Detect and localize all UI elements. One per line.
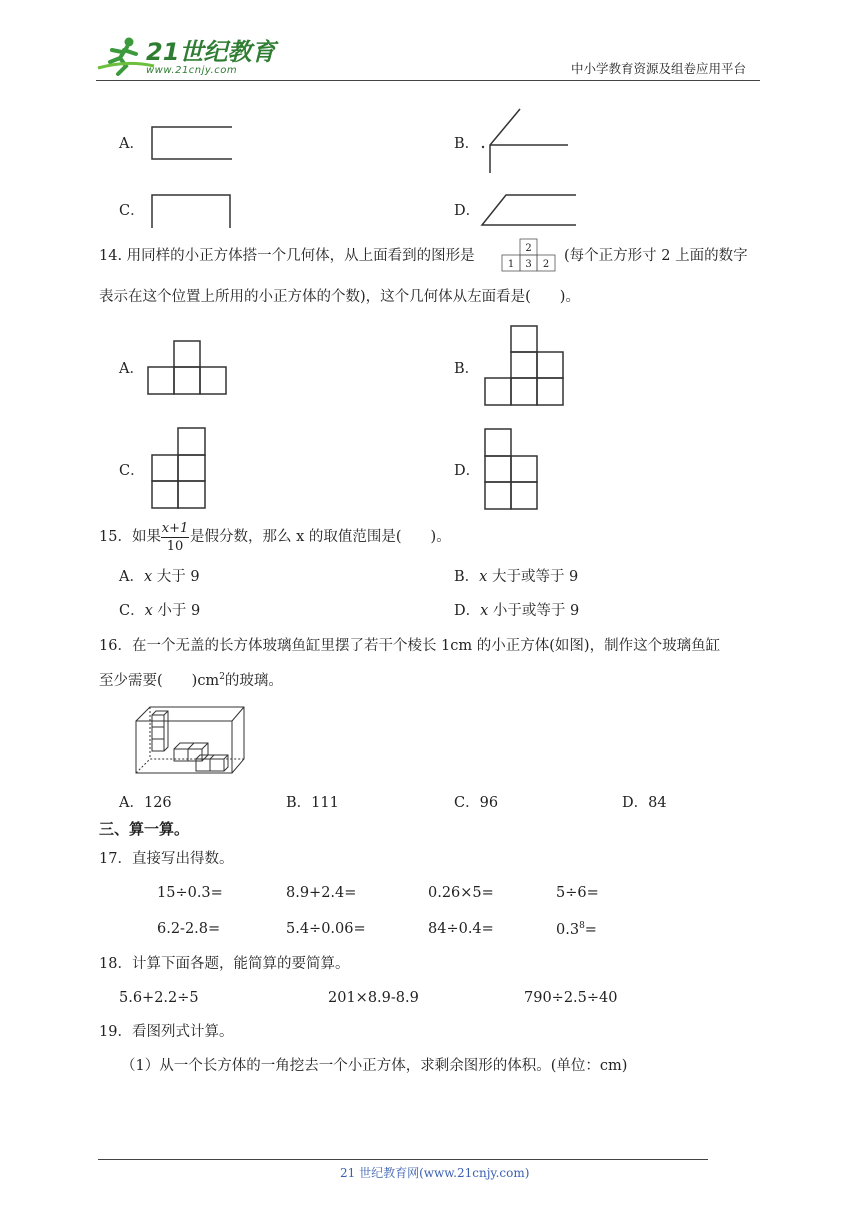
q13-option-a-figure: [150, 125, 234, 161]
q18-item-1: 5.6+2.2÷5: [119, 990, 199, 1006]
q16-option-d: D．84: [622, 795, 667, 811]
q17-item-1: 15÷0.3=: [157, 885, 223, 901]
q17-item-7: 84÷0.4=: [428, 921, 494, 937]
q17-item-8: [556, 922, 597, 937]
q13-option-a-label: A．: [119, 136, 144, 152]
q17-item-8-equals: =: [584, 921, 597, 938]
top-view-num-4: 2: [525, 243, 532, 254]
top-view-num-1: 1: [507, 259, 515, 270]
q16-superscript: 2: [219, 672, 225, 682]
q17-item-4: 5÷6=: [556, 885, 599, 901]
q15-fraction-denominator: 10: [166, 539, 184, 554]
q14-option-a-label: A．: [119, 361, 144, 377]
q16-fish-tank-figure: [134, 705, 246, 775]
q17-item-2: 8.9+2.4=: [286, 885, 357, 901]
footer-divider: [98, 1159, 708, 1160]
q14-text-part1: 14. 用同样的小正方体搭一个几何体，从上面看到的图形是: [99, 248, 475, 264]
q14-text-line2: 表示在这个位置上所用的小正方体的个数)，这个几何体从左面看是( )。: [99, 289, 580, 305]
q15-option-b: B．𝑥 大于或等于 9: [454, 569, 579, 585]
q17-item-3: 0.26×5=: [428, 885, 494, 901]
q19-sub1: （1）从一个长方体的一角挖去一个小正方体，求剩余图形的体积。(单位：cm): [121, 1058, 628, 1074]
q15-option-d: D．𝑥 小于或等于 9: [454, 603, 580, 619]
q19-title: 19．看图列式计算。: [99, 1024, 234, 1040]
section-3-title: 三、算一算。: [99, 820, 190, 838]
q14-option-d-label: D．: [454, 463, 481, 479]
logo-url: www.21cnjy.com: [146, 65, 238, 76]
q13-option-c-label: C．: [119, 203, 145, 219]
q15-text-prefix: 15．如果: [99, 529, 161, 545]
q14-option-d-figure: [484, 428, 542, 512]
q16-line2: [99, 673, 283, 688]
q16-option-b: B．111: [286, 795, 339, 811]
q16-option-a: A．126: [119, 795, 172, 811]
q17-item-5: 6.2-2.8=: [157, 921, 221, 937]
q13-option-d-figure: [480, 192, 580, 228]
q15-option-c: C．𝑥 小于 9: [119, 603, 201, 619]
q13-option-b-figure: [480, 105, 572, 177]
q14-option-c-label: C．: [119, 463, 145, 479]
top-view-num-2: 3: [525, 259, 532, 270]
q15-fraction: [161, 522, 189, 553]
q13-option-b-label: B．: [454, 136, 480, 152]
q15-option-a: A．𝑥 大于 9: [119, 569, 200, 585]
q16-option-c: C．96: [454, 795, 499, 811]
footer-text: 21 世纪教育网(www.21cnjy.com): [340, 1166, 530, 1180]
q15-fraction-numerator: x+1: [161, 521, 189, 536]
q16-line1: 16．在一个无盖的长方体玻璃鱼缸里摆了若干个棱长 1cm 的小正方体(如图)，制作这个玻璃鱼缸: [99, 638, 721, 654]
q18-item-3: 790÷2.5÷40: [524, 990, 618, 1006]
logo-title: 21世纪教育: [146, 38, 276, 66]
q17-item-8-exponent: 8: [579, 921, 585, 931]
q13-option-d-label: D．: [454, 203, 481, 219]
q15-text-suffix: 是假分数，那么 x 的取值范围是( )。: [190, 529, 451, 545]
header-platform-text: 中小学教育资源及组卷应用平台: [571, 61, 747, 76]
top-view-num-3: 2: [542, 259, 550, 270]
q16-line2-pre: 至少需要( )cm: [99, 672, 220, 689]
q17-title: 17．直接写出得数。: [99, 851, 234, 867]
q18-item-2: 201×8.9-8.9: [328, 990, 419, 1006]
q13-option-c-figure: [150, 192, 234, 230]
q16-line2-post: 的玻璃。: [224, 672, 283, 689]
header-divider: [96, 80, 760, 81]
q14-option-c-figure: [151, 427, 209, 511]
q18-title: 18．计算下面各题，能简算的要简算。: [99, 956, 350, 972]
q14-top-view-figure: [501, 238, 557, 272]
q17-item-8-base: 0.3: [556, 921, 580, 938]
q14-option-b-figure: [484, 325, 568, 407]
q17-item-6: 5.4÷0.06=: [286, 921, 366, 937]
q14-text-part2: (每个正方形寸 2 上面的数字: [564, 248, 748, 264]
q14-option-b-label: B．: [454, 361, 480, 377]
q14-option-a-figure: [146, 340, 230, 396]
